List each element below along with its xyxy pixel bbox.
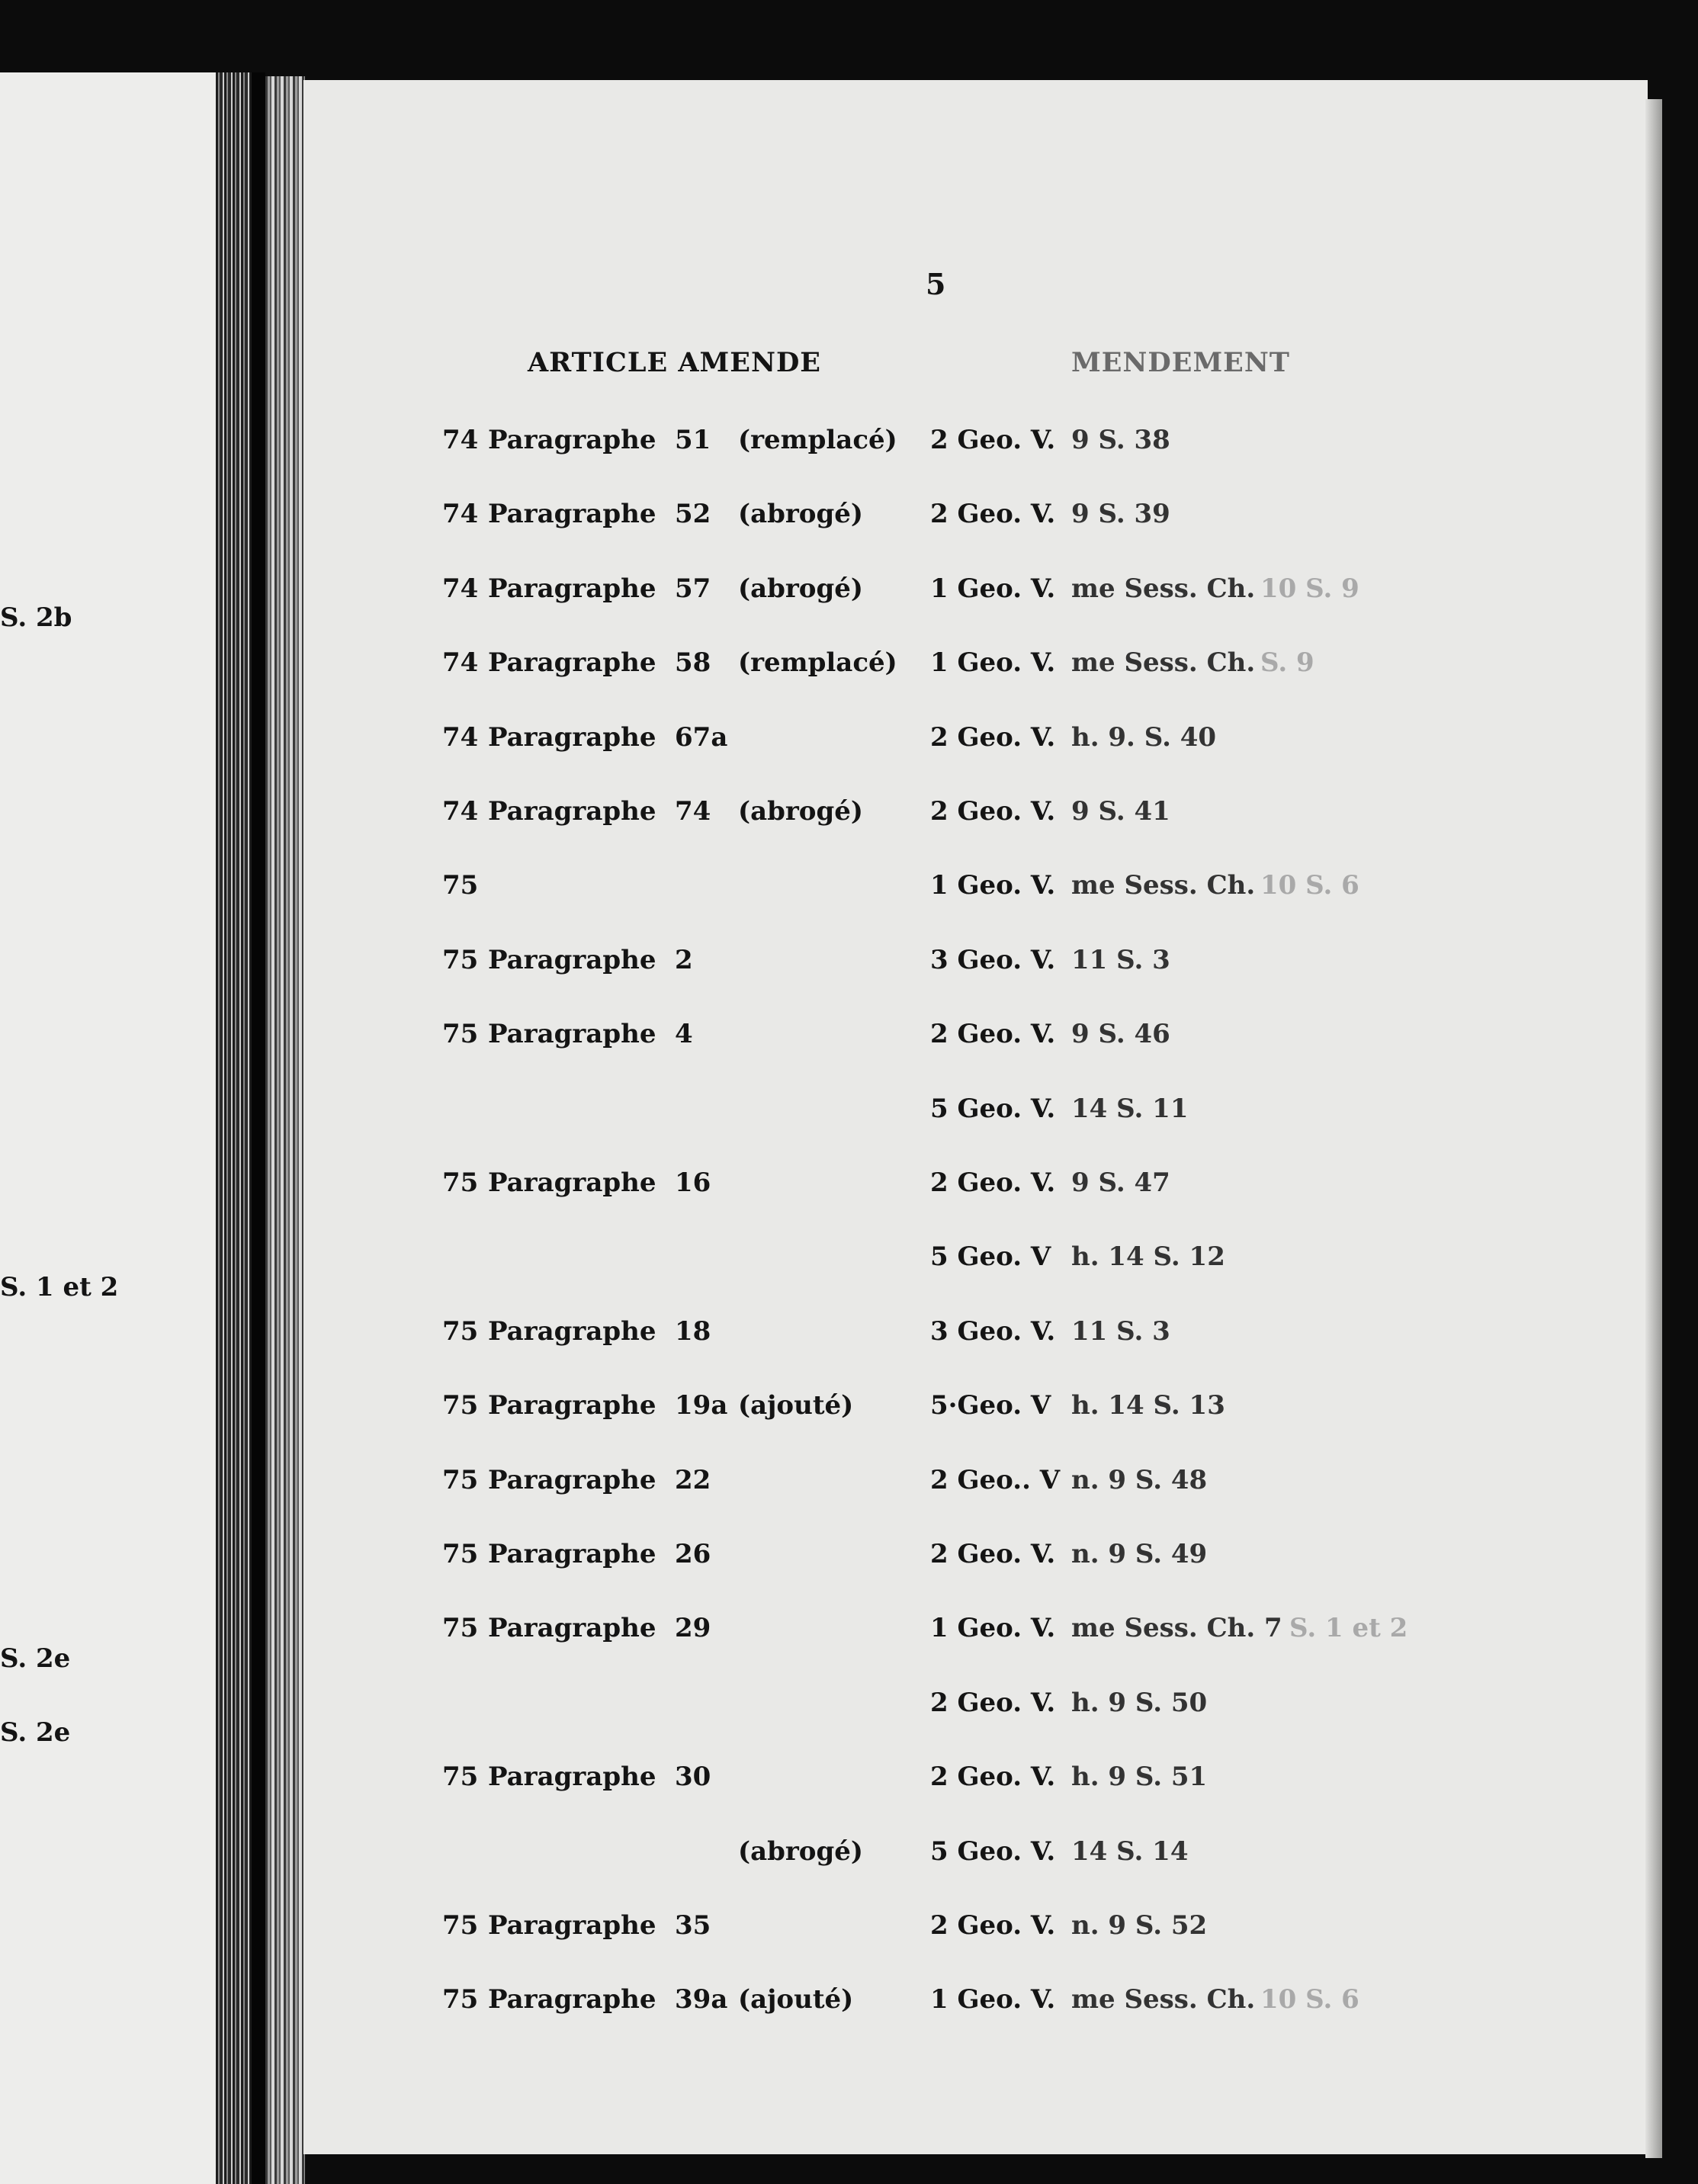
statute-reign: 2 Geo. V. [930,499,1056,529]
article-number: 74 [442,647,479,678]
article-number: 75 [442,945,479,975]
paragraph-number: 74 [675,796,711,827]
table-row [0,499,1449,544]
article-number: 75 [442,1984,479,2015]
table-row [0,1762,1449,1807]
statute-reference: me Sess. Ch. [1071,647,1256,678]
article-number: 75 [442,1167,479,1198]
paragraph-label: Paragraphe [488,647,656,678]
paragraph-label: Paragraphe [488,1984,656,2015]
statute-reference: h. 14 S. 12 [1071,1241,1225,1272]
article-number: 74 [442,722,479,753]
statute-reference: me Sess. Ch. [1071,573,1256,604]
page-shadow [1645,99,1662,2158]
table-row [0,1241,1449,1287]
statute-reign: 1 Geo. V. [930,1984,1056,2015]
paragraph-label: Paragraphe [488,945,656,975]
amendment-note: (abrogé) [738,1836,863,1867]
article-number: 74 [442,425,479,455]
table-row [0,1539,1449,1585]
table-row [0,945,1449,991]
paragraph-label: Paragraphe [488,1019,656,1049]
statute-reference: 11 S. 3 [1071,945,1170,975]
statute-reference: h. 9. S. 40 [1071,722,1217,753]
faded-reference: S. 9 [1260,647,1314,678]
page-number: 5 [926,267,946,301]
faded-reference: 10 S. 6 [1260,870,1359,901]
statute-reign: 2 Geo. V. [930,1910,1056,1941]
statute-reign: 2 Geo.. V [930,1465,1061,1495]
statute-reign: 2 Geo. V. [930,722,1056,753]
paragraph-label: Paragraphe [488,722,656,753]
statute-reign: 2 Geo. V. [930,1019,1056,1049]
faded-reference: 10 S. 6 [1260,1984,1359,2015]
left-margin-text: S. 1 et 2 [0,1272,119,1302]
paragraph-number: 26 [675,1539,711,1569]
table-row [0,722,1449,768]
paragraph-label: Paragraphe [488,573,656,604]
statute-reference: h. 14 S. 13 [1071,1390,1225,1421]
paragraph-number: 22 [675,1465,711,1495]
statute-reference: 14 S. 14 [1071,1836,1189,1867]
statute-reign: 5 Geo. V [930,1241,1051,1272]
amendment-note: (abrogé) [738,573,863,604]
statute-reign: 1 Geo. V. [930,573,1056,604]
paragraph-number: 67a [675,722,728,753]
article-number: 75 [442,1613,479,1643]
faded-reference: 10 S. 9 [1260,573,1359,604]
faded-reference: S. 1 et 2 [1289,1613,1408,1643]
article-number: 75 [442,870,479,901]
statute-reign: 2 Geo. V. [930,1167,1056,1198]
table-row [0,1613,1449,1659]
amendment-note: (ajouté) [738,1984,854,2015]
paragraph-number: 18 [675,1316,711,1347]
statute-reference: me Sess. Ch. 7 [1071,1613,1282,1643]
paragraph-number: 4 [675,1019,693,1049]
paragraph-label: Paragraphe [488,1390,656,1421]
statute-reference: n. 9 S. 48 [1071,1465,1208,1495]
amendment-note: (abrogé) [738,796,863,827]
paragraph-number: 29 [675,1613,711,1643]
article-number: 75 [442,1390,479,1421]
column-header-article: ARTICLE AMENDE [528,347,821,378]
table-row [0,796,1449,842]
statute-reference: h. 9 S. 50 [1071,1688,1208,1718]
paragraph-number: 39a [675,1984,728,2015]
table-row [0,1465,1449,1511]
table-row [0,1984,1449,2030]
statute-reign: 2 Geo. V. [930,1762,1056,1792]
statute-reign: 1 Geo. V. [930,870,1056,901]
article-number: 75 [442,1762,479,1792]
table-row [0,425,1449,471]
table-row [0,1688,1449,1733]
table-row [0,647,1449,693]
paragraph-label: Paragraphe [488,1465,656,1495]
article-number: 74 [442,796,479,827]
statute-reference: me Sess. Ch. [1071,1984,1256,2015]
paragraph-label: Paragraphe [488,1910,656,1941]
column-header-amendement: MENDEMENT [1071,347,1290,378]
paragraph-number: 52 [675,499,711,529]
statute-reign: 5 Geo. V. [930,1836,1056,1867]
article-number: 75 [442,1316,479,1347]
paragraph-label: Paragraphe [488,1539,656,1569]
paragraph-number: 51 [675,425,711,455]
statute-reference: 9 S. 41 [1071,796,1170,827]
statute-reign: 1 Geo. V. [930,647,1056,678]
amendment-note: (ajouté) [738,1390,854,1421]
paragraph-number: 16 [675,1167,711,1198]
statute-reference: n. 9 S. 49 [1071,1539,1208,1569]
article-number: 75 [442,1465,479,1495]
table-row [0,1094,1449,1139]
paragraph-number: 57 [675,573,711,604]
table-row [0,1390,1449,1436]
statute-reign: 5 Geo. V. [930,1094,1056,1124]
statute-reference: 9 S. 39 [1071,499,1170,529]
table-row [0,1316,1449,1362]
statute-reference: me Sess. Ch. [1071,870,1256,901]
statute-reign: 2 Geo. V. [930,796,1056,827]
statute-reference: 9 S. 47 [1071,1167,1170,1198]
paragraph-label: Paragraphe [488,1762,656,1792]
article-number: 74 [442,573,479,604]
paragraph-label: Paragraphe [488,1316,656,1347]
paragraph-number: 2 [675,945,693,975]
table-row [0,1167,1449,1213]
statute-reign: 5·Geo. V [930,1390,1051,1421]
left-margin-text: S. 2e [0,1643,71,1674]
paragraph-number: 35 [675,1910,711,1941]
article-number: 75 [442,1539,479,1569]
table-row [0,1836,1449,1882]
amendment-note: (abrogé) [738,499,863,529]
statute-reign: 2 Geo. V. [930,1539,1056,1569]
paragraph-label: Paragraphe [488,1167,656,1198]
paragraph-label: Paragraphe [488,1613,656,1643]
statute-reign: 2 Geo. V. [930,1688,1056,1718]
table-row [0,1910,1449,1956]
statute-reference: 11 S. 3 [1071,1316,1170,1347]
statute-reference: 9 S. 38 [1071,425,1170,455]
paragraph-label: Paragraphe [488,425,656,455]
statute-reign: 3 Geo. V. [930,1316,1056,1347]
table-row [0,1019,1449,1065]
article-number: 75 [442,1019,479,1049]
statute-reference: 14 S. 11 [1071,1094,1189,1124]
amendment-note: (remplacé) [738,425,897,455]
table-row [0,573,1449,619]
left-margin-text: S. 2e [0,1717,71,1748]
statute-reign: 2 Geo. V. [930,425,1056,455]
paragraph-number: 19a [675,1390,728,1421]
left-margin-text: S. 2b [0,602,72,633]
article-number: 74 [442,499,479,529]
amendment-note: (remplacé) [738,647,897,678]
article-number: 75 [442,1910,479,1941]
paragraph-number: 58 [675,647,711,678]
table-row [0,870,1449,916]
statute-reference: n. 9 S. 52 [1071,1910,1208,1941]
statute-reign: 1 Geo. V. [930,1613,1056,1643]
statute-reference: h. 9 S. 51 [1071,1762,1208,1792]
statute-reign: 3 Geo. V. [930,945,1056,975]
statute-reference: 9 S. 46 [1071,1019,1170,1049]
paragraph-label: Paragraphe [488,796,656,827]
paragraph-number: 30 [675,1762,711,1792]
paragraph-label: Paragraphe [488,499,656,529]
